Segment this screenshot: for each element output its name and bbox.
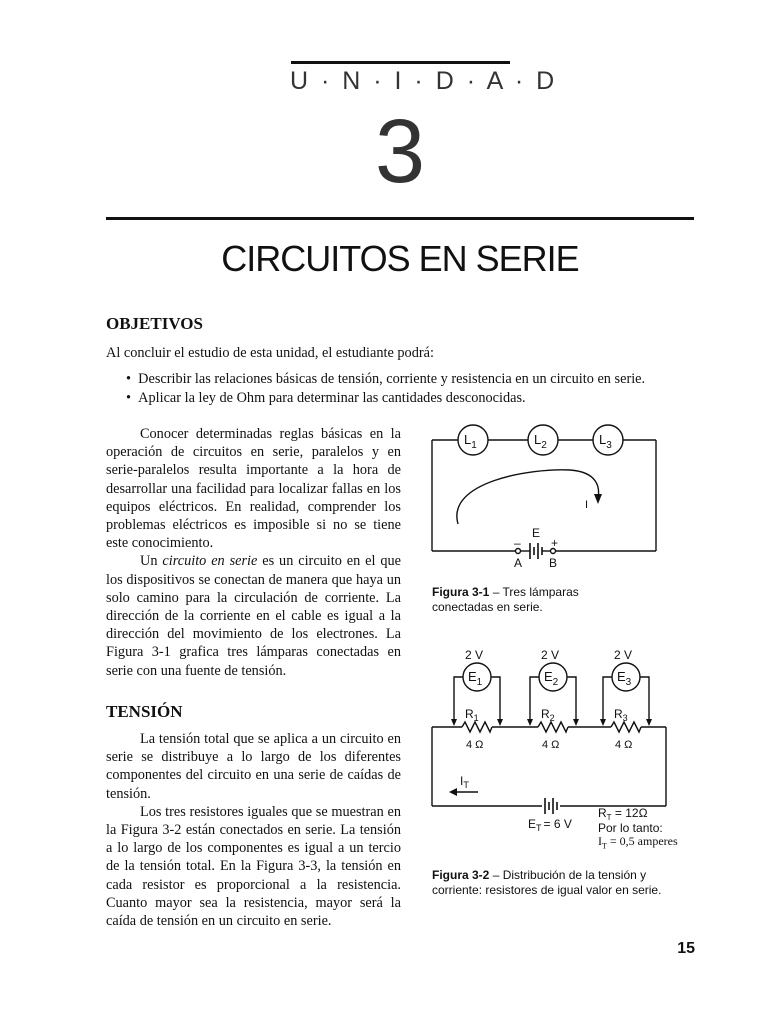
unit-label: U · N · I · D · A · D bbox=[290, 67, 558, 95]
tension-paragraph-1: La tensión total que se aplica a un circuito en serie se distribuye a lo largo de los diferentes componentes del circuito en una serie de caídas de tensión. bbox=[106, 731, 401, 802]
voltage-label-3: 2 V bbox=[614, 648, 633, 662]
svg-text:RT = 12Ω: $R_T = 12\Omega$ bbox=[598, 806, 648, 822]
current-arrowhead bbox=[594, 494, 602, 504]
objective-item: • Aplicar la ley de Ohm para determinar las cantidades desconocidas. bbox=[126, 390, 526, 406]
current-arrowhead bbox=[449, 788, 457, 796]
lamp-1-label: $L_1$ bbox=[464, 432, 477, 451]
resistor-2 bbox=[538, 722, 568, 732]
resistance-3: 4 Ω bbox=[615, 739, 633, 751]
resistance-1: 4 Ω bbox=[466, 739, 484, 751]
figure-3-2-diagram bbox=[420, 640, 690, 840]
battery-cells bbox=[545, 798, 557, 814]
resistor-1 bbox=[462, 722, 492, 732]
figure-3-1-diagram bbox=[420, 420, 670, 570]
figure-3-2-caption bbox=[432, 868, 694, 898]
resistor-1-label: $R_1$ bbox=[465, 707, 479, 723]
objectives-heading: OBJETIVOS bbox=[106, 314, 203, 333]
note-it-value: = 0,5 amperes bbox=[606, 834, 678, 848]
tension-heading: TENSIÓN bbox=[106, 702, 183, 721]
objective-text: Describir las relaciones básicas de tensión, corriente y resistencia en un circuito en serie. bbox=[138, 371, 646, 387]
current-arc bbox=[457, 470, 599, 524]
objective-text: Aplicar la ley de Ohm para determinar las cantidades desconocidas. bbox=[138, 390, 526, 406]
caption-label: Figura 3-1 bbox=[432, 585, 490, 599]
voltage-label-1: 2 V bbox=[465, 648, 484, 662]
source-label: $E_T = 6$ V bbox=[528, 817, 572, 833]
svg-text:Por lo tanto:: Por lo tanto: bbox=[598, 821, 663, 835]
intro-p2-rest: es un circuito en el que los dispositivos se conectan de manera que haya un solo camino para la circulación de corriente. La dirección de la corriente en el cable es igual a la dirección del movimiento de los electrones. La Figura 3-1 grafica tres lámparas conectadas en serie con una fuente de tensión. bbox=[106, 553, 402, 679]
battery-cells bbox=[530, 543, 542, 559]
page-number: 15 bbox=[677, 940, 695, 957]
source-label: E bbox=[532, 526, 541, 540]
intro-paragraph-2 bbox=[106, 552, 401, 679]
note-it-letter: I bbox=[598, 834, 602, 848]
resistance-2: 4 Ω bbox=[542, 739, 560, 751]
unit-number: 3 bbox=[374, 102, 426, 202]
objectives-intro: Al concluir el estudio de esta unidad, el estudiante podrá: bbox=[106, 345, 434, 361]
resistor-3-label: $R_3$ bbox=[614, 707, 628, 723]
chapter-title: CIRCUITOS EN SERIE bbox=[221, 238, 579, 279]
tension-paragraph-2: Los tres resistores iguales que se muestran en la Figura 3-2 están conectados en serie. La tensión a lo largo de los componentes es igual a un tercio de la tensión total. En la Figura 3-3, la tensión en cada resistor es proporcional a la resistencia. Cuanto mayor sea la resistencia, mayor será la caída de tensión en un circuito en serie. bbox=[106, 803, 401, 930]
calculation-note bbox=[598, 806, 663, 835]
resistor-2-label: $R_2$ bbox=[541, 707, 555, 723]
current-label: I bbox=[585, 499, 589, 511]
intro-text bbox=[106, 425, 401, 680]
terminal-b: B bbox=[549, 556, 558, 570]
plus-sign: + bbox=[551, 536, 559, 550]
title-rule bbox=[106, 217, 694, 220]
calculation-note-current bbox=[598, 834, 678, 850]
objective-item: • Describir las relaciones básicas de tensión, corriente y resistencia en un circuito en serie. bbox=[126, 371, 646, 387]
terminal-a: A bbox=[514, 556, 523, 570]
caption-text: – Distribución de la tensión y corriente: resistores de igual valor en serie. bbox=[432, 868, 662, 897]
intro-paragraph-1: Conocer determinadas reglas básicas en la operación de circuitos en serie, paralelos y en serie-paralelos resulta importante a la hora de desarrollar una facilidad para localizar fallas en los equipos eléctricos. En realidad, comprender los problemas eléctricos es imposible si no se tiene este conocimiento. bbox=[106, 426, 401, 552]
intro-p2-start: Un bbox=[140, 553, 158, 570]
meter-1-label: $E_1$ bbox=[468, 669, 483, 688]
current-label: $I_T$ bbox=[460, 774, 469, 790]
minus-sign: – bbox=[514, 536, 521, 550]
caption-text: – Tres lámparas conectadas en serie. bbox=[432, 585, 579, 614]
lamp-2-label: $L_2$ bbox=[534, 432, 547, 451]
note-it-sub: T bbox=[602, 841, 607, 851]
top-rule bbox=[291, 61, 510, 64]
voltage-label-2: 2 V bbox=[541, 648, 560, 662]
meter-2-label: $E_2$ bbox=[544, 669, 559, 688]
tension-text bbox=[106, 730, 401, 930]
resistor-3 bbox=[611, 722, 641, 732]
term-circuito-en-serie: circuito en serie bbox=[162, 553, 258, 570]
caption-label: Figura 3-2 bbox=[432, 868, 490, 882]
meter-3-label: $E_3$ bbox=[617, 669, 632, 688]
figure-3-1-caption bbox=[432, 585, 632, 615]
lamp-3-label: $L_3$ bbox=[599, 432, 612, 451]
